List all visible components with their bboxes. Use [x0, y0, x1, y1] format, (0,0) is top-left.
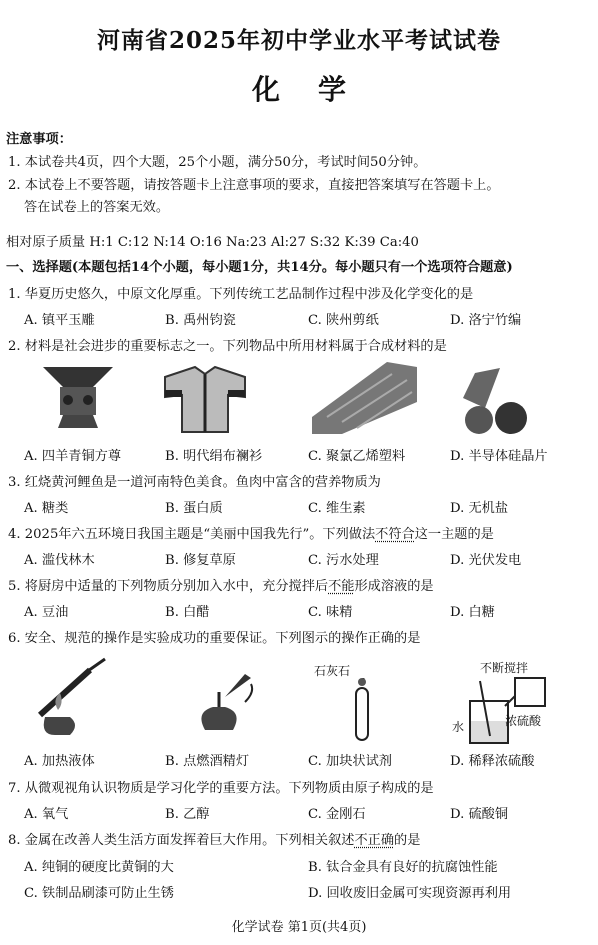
- note-item: 1. 本试卷共4页，四个大题，25个小题，满分50分，考试时间50分钟。: [8, 155, 427, 170]
- option-d: D. 硫酸铜: [450, 807, 509, 822]
- limestone-label: 石灰石: [314, 664, 351, 678]
- question-stem: 1. 华夏历史悠久，中原文化厚重。下列传统工艺品制作过程中涉及化学变化的是: [8, 287, 474, 302]
- option-a: A. 氧气: [24, 807, 69, 822]
- option-b: B. 明代绢布襕衫: [165, 449, 263, 464]
- option-c: C. 金刚石: [308, 807, 366, 822]
- notes-heading: 注意事项：: [6, 132, 72, 147]
- water-label: 水: [452, 720, 465, 734]
- option-a: A. 四羊青铜方尊: [24, 449, 122, 464]
- exam-title: 河南省2025年初中学业水平考试试卷: [96, 27, 501, 54]
- question-stem: 5. 将厨房中适量的下列物质分别加入水中，充分搅拌后不能形成溶液的是: [8, 579, 434, 594]
- option-c: C. 加块状试剂: [308, 754, 392, 769]
- acid-label: 浓硫酸: [505, 714, 542, 728]
- note-item: 2. 本试卷上不要答题，请按答题卡上注意事项的要求，直接把答案填写在答题卡上。: [8, 178, 500, 193]
- option-a: A. 纯铜的硬度比黄铜的大: [24, 860, 174, 875]
- option-d: D. 光伏发电: [450, 553, 522, 568]
- option-d: D. 稀释浓硫酸: [450, 754, 535, 769]
- adding-solid-image: [340, 678, 400, 743]
- option-c: C. 陕州剪纸: [308, 313, 379, 328]
- option-a: A. 豆油: [24, 605, 69, 620]
- question-stem: 7. 从微观视角认识物质是学习化学的重要方法。下列物质由原子构成的是: [8, 781, 434, 796]
- atomic-masses: 相对原子质量 H:1 C:12 N:14 O:16 Na:23 Al:27 S:32 K:39 Ca:40: [6, 235, 419, 250]
- dilute-acid-image: [460, 676, 550, 746]
- question-stem: 8. 金属在改善人类生活方面发挥着巨大作用。下列相关叙述不正确的是: [8, 833, 421, 848]
- option-b: B. 修复草原: [165, 553, 236, 568]
- note-item: 答在试卷上的答案无效。: [24, 200, 170, 215]
- bronze-zun-image: [38, 362, 118, 432]
- option-d: D. 白糖: [450, 605, 495, 620]
- option-b: B. 点燃酒精灯: [165, 754, 250, 769]
- question-stem: 4. 2025年六五环境日我国主题是“美丽中国我先行”。下列做法不符合这一主题的是: [8, 527, 494, 542]
- lighting-lamp-image: [185, 672, 255, 732]
- option-b: B. 白醋: [165, 605, 210, 620]
- option-c: C. 聚氯乙烯塑料: [308, 449, 406, 464]
- pvc-plastic-image: [312, 362, 417, 434]
- option-c: C. 维生素: [308, 501, 366, 516]
- section-heading: 一、选择题(本题包括14个小题，每小题1分，共14分。每小题只有一个选项符合题意): [6, 260, 513, 275]
- option-b: B. 乙醇: [165, 807, 210, 822]
- option-a: A. 镇平玉雕: [24, 313, 95, 328]
- silicon-wafer-image: [455, 368, 545, 438]
- option-c: C. 铁制品刷漆可防止生锈: [24, 886, 174, 901]
- option-a: A. 滥伐林木: [24, 553, 95, 568]
- question-stem: 6. 安全、规范的操作是实验成功的重要保证。下列图示的操作正确的是: [8, 631, 421, 646]
- option-b: B. 禹州钧瓷: [165, 313, 236, 328]
- subject-title: 化学: [251, 73, 384, 106]
- question-stem: 3. 红烧黄河鲤鱼是一道河南特色美食。鱼肉中富含的营养物质为: [8, 475, 381, 490]
- option-d: D. 半导体硅晶片: [450, 449, 548, 464]
- option-c: C. 味精: [308, 605, 353, 620]
- heating-liquid-image: [30, 655, 110, 735]
- ming-robe-image: [160, 362, 250, 434]
- question-stem: 2. 材料是社会进步的重要标志之一。下列物品中所用材料属于合成材料的是: [8, 339, 447, 354]
- option-b: B. 蛋白质: [165, 501, 223, 516]
- option-a: A. 糖类: [24, 501, 69, 516]
- option-d: D. 洛宁竹编: [450, 313, 522, 328]
- option-a: A. 加热液体: [24, 754, 95, 769]
- option-d: D. 无机盐: [450, 501, 509, 516]
- option-d: D. 回收废旧金属可实现资源再利用: [308, 886, 512, 901]
- page-footer: 化学试卷 第1页(共4页): [231, 920, 367, 935]
- stir-label: 不断搅拌: [480, 661, 529, 675]
- option-b: B. 钛合金具有良好的抗腐蚀性能: [308, 860, 498, 875]
- option-c: C. 污水处理: [308, 553, 379, 568]
